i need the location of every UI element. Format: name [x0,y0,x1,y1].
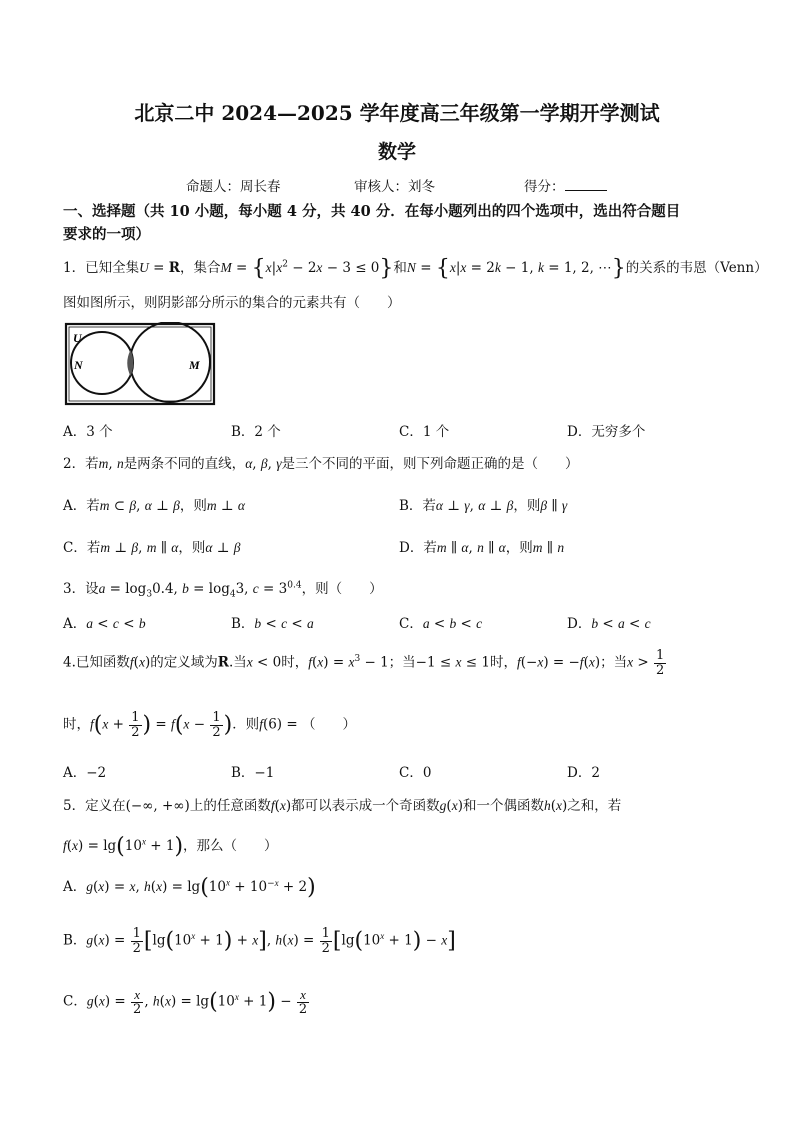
q4-option-b[interactable]: B．−1 [231,765,275,781]
q1-option-b[interactable]: B．2 个 [231,424,281,440]
q3-option-c[interactable]: C．a < b < c [399,616,483,632]
q5-option-b[interactable]: B．g(x) = $\frac{1}{2}$ $[\lg(10^x + 1) + x]$, h(x) = $\frac{1}{2}$ $[\lg(10^x + 1) - x]$ [63,926,456,956]
exam-subject: 数学 [377,141,416,163]
venn-label-u: U [73,331,82,345]
q2-stem: 2．若m, n是两条不同的直线，α, β, γ是三个不同的平面，则下列命题正确的是（ ） [63,456,579,472]
section-heading-line2: 要求的一项） [63,226,150,243]
exam-title: 北京二中 2024—2025 学年度高三年级第一学期开学测试 [134,101,660,125]
venn-diagram [64,322,216,406]
q2-option-c[interactable]: C．若m ⊥ β, m ∥ α，则α ⊥ β [63,540,241,556]
q4-option-d[interactable]: D．2 [567,765,600,781]
q1-option-d[interactable]: D．无穷多个 [567,424,646,440]
q4-option-a[interactable]: A．−2 [63,765,107,781]
q4-line1: 4.已知函数f(x)的定义域为R.当x < 0时，$f(x) = x^3 - 1$；当−1 ≤ x ≤ 1时，f(−x) = −f(x)；当x > $\frac{1}{2}$ [63,648,665,678]
q1-option-a[interactable]: A．3 个 [63,424,113,440]
score-blank[interactable] [565,178,607,191]
q1-line1: 1．已知全集U = R，集合$M = \{x|x^2 - 2x - 3 \le 0\}$和N = {x|x = 2k − 1, k = 1, 2, ⋯}的关系的韦恩（Venn） [63,256,768,281]
section-heading-line1: 一、选择题（共 10 小题，每小题 4 分，共 40 分．在每小题列出的四个选项中，选出符合题目 [63,203,681,220]
q4-line2: 时，f(x + $\frac{1}{2}$ ) = f(x − $\frac{1}{2}$ )．则f(6) = （ ） [63,710,356,740]
q5-line2: $f(x) = \lg(10^x + 1)$，那么（ ） [63,834,278,859]
q4-option-c[interactable]: C．0 [399,765,432,781]
venn-label-m: M [189,358,200,372]
q1-line2: 图如图所示，则阴影部分所示的集合的元素共有（ ） [63,295,401,311]
q5-option-a[interactable]: A．g(x) = x, $h(x) = \lg(10^x + 10^{-x} + 2)$ [63,875,316,900]
q2-option-a[interactable]: A．若m ⊂ β, α ⊥ β，则m ⊥ α [63,498,245,514]
score-field[interactable] [524,175,607,195]
author-label: 命题人：周长春 [186,179,281,195]
q3-option-a[interactable]: A．a < c < b [63,616,146,632]
q5-option-c[interactable]: C．g(x) = $\frac{x}{2}$ , $h(x) = \lg(10^x + 1)$ − $\frac{x}{2}$ [63,987,308,1017]
q2-option-b[interactable]: B．若α ⊥ γ, α ⊥ β，则β ∥ γ [399,498,568,514]
q3-stem: 3．设$a = \log_30.4$, $b = \log_43$, $c = 3^{0.4}$，则（ ） [63,580,383,600]
q1-option-c[interactable]: C．1 个 [399,424,450,440]
q2-option-d[interactable]: D．若m ∥ α, n ∥ α，则m ∥ n [399,540,565,556]
q3-option-b[interactable]: B．b < c < a [231,616,314,632]
venn-label-n: N [74,358,83,372]
q5-line1: 5．定义在(−∞, +∞)上的任意函数f(x)都可以表示成一个奇函数g(x)和一个偶函数h(x)之和，若 [63,798,622,814]
score-label: 得分： [524,179,565,195]
q3-option-d[interactable]: D．b < a < c [567,616,651,632]
reviewer-label: 审核人：刘冬 [354,179,435,195]
